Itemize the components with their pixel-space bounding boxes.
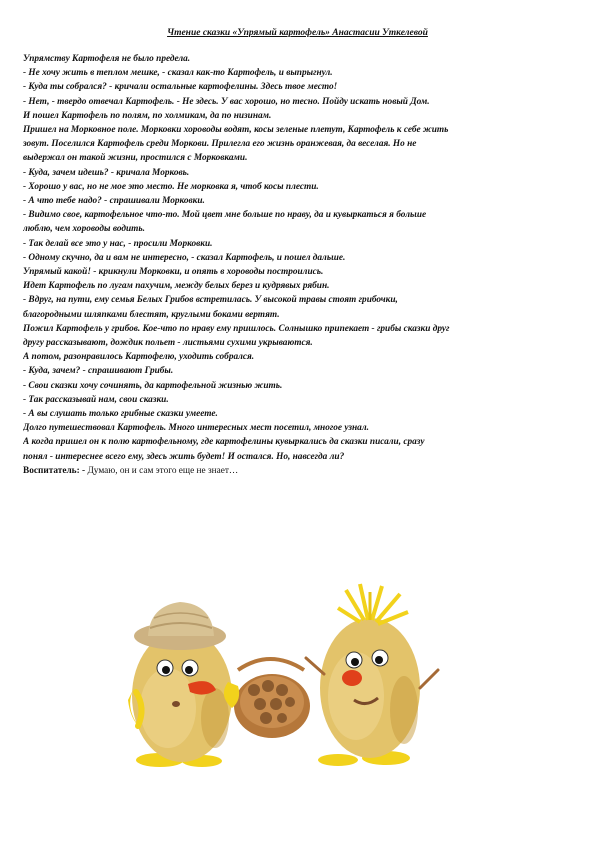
story-line: - Куда, зачем идешь? - кричала Морковь. [23, 167, 190, 178]
story-line: Упрямству Картофеля не было предела. [23, 54, 191, 64]
story-line: И пошел Картофель по полям, по холмикам, да по низинам. [23, 110, 272, 121]
potato-characters-illustration [120, 578, 450, 778]
story-line: - Куда ты собрался? - кричали остальные картофелины. Здесь твое место! [23, 82, 338, 93]
story-line: - Нет, - твердо отвечал Картофель. - Не здесь. У вас хорошо, но тесно. Пойду искать новый Дом. [23, 96, 430, 107]
document-title: Чтение сказки «Упрямый картофель» Анастасии Уткелевой [167, 28, 428, 38]
closing-line [23, 464, 575, 478]
story-line: - Так рассказывай нам, свои сказки. [23, 394, 169, 405]
story-line: - Видимо свое, картофельное что-то. Мой цвет мне больше по нраву, да и кувыркаться я больше [23, 210, 427, 221]
story-line: Долго путешествовал Картофель. Много интересных мест посетил, многое узнал. [23, 423, 369, 434]
story-line: благородными шляпками блестят, круглыми боками вертят. [23, 309, 280, 320]
story-line: - Свои сказки хочу сочинять, да картофельной жизнью жить. [23, 380, 283, 391]
speaker-label: Воспитатель: - [23, 465, 86, 476]
story-line: - Куда, зачем? - спрашивают Грибы. [23, 366, 174, 377]
mushroom-basket [224, 659, 310, 738]
speaker-speech: Думаю, он и сам этого еще не знает… [85, 465, 239, 476]
story-line: А потом, разонравилось Картофелю, уходить собрался. [23, 352, 255, 363]
story-line: Пришел на Морковное поле. Морковки хороводы водят, косы зеленые плетут, Картофель к себе жить [23, 125, 449, 136]
story-line: - Не хочу жить в теплом мешке, - сказал как-то Картофель, и выпрыгнул. [23, 68, 333, 79]
story-line: - А вы слушать только грибные сказки умеете. [23, 409, 218, 420]
story-line: - А что тебе надо? - спрашивали Морковки. [23, 196, 205, 207]
story-line: - Одному скучно, да и вам не интересно, - сказал Картофель, и пошел дальше. [23, 252, 346, 263]
story-line: - Так делай все это у нас, - просили Морковки. [23, 238, 213, 249]
story-line: Упрямый какой! - крикнули Морковки, и опять в хороводы построились. [23, 267, 324, 278]
story-line: Идет Картофель по лугам пахучим, между белых берез и кудрявых рябин. [23, 281, 330, 292]
story-text [23, 52, 575, 478]
right-potato-character [306, 584, 438, 766]
story-line: А когда пришел он к полю картофельному, где картофелины кувыркались да сказки писали, сразу [23, 437, 425, 448]
left-potato-character [128, 602, 232, 767]
story-line: Пожил Картофель у грибов. Кое-что по нраву ему пришлось. Солнышко припекает - грибы сказки друг [23, 323, 450, 334]
story-line: другу рассказывают, дождик польет - листьями сухими укрываются. [23, 338, 313, 349]
story-line: зовут. Поселился Картофель среди Моркови. Прилегла его жизнь оранжевая, да веселая. Но не [23, 139, 417, 150]
story-line: люблю, чем хороводы водить. [23, 224, 145, 235]
story-line: понял - интереснее всего ему, здесь жить будет! И остался. Но, навсегда ли? [23, 451, 345, 462]
story-line: - Вдруг, на пути, ему семья Белых Грибов встретилась. У высокой травы стоят грибочки, [23, 295, 398, 306]
story-line: - Хорошо у вас, но не мое это место. Не морковка я, чтоб косы плести. [23, 181, 319, 192]
story-line: выдержал он такой жизни, простился с Морковками. [23, 153, 248, 164]
